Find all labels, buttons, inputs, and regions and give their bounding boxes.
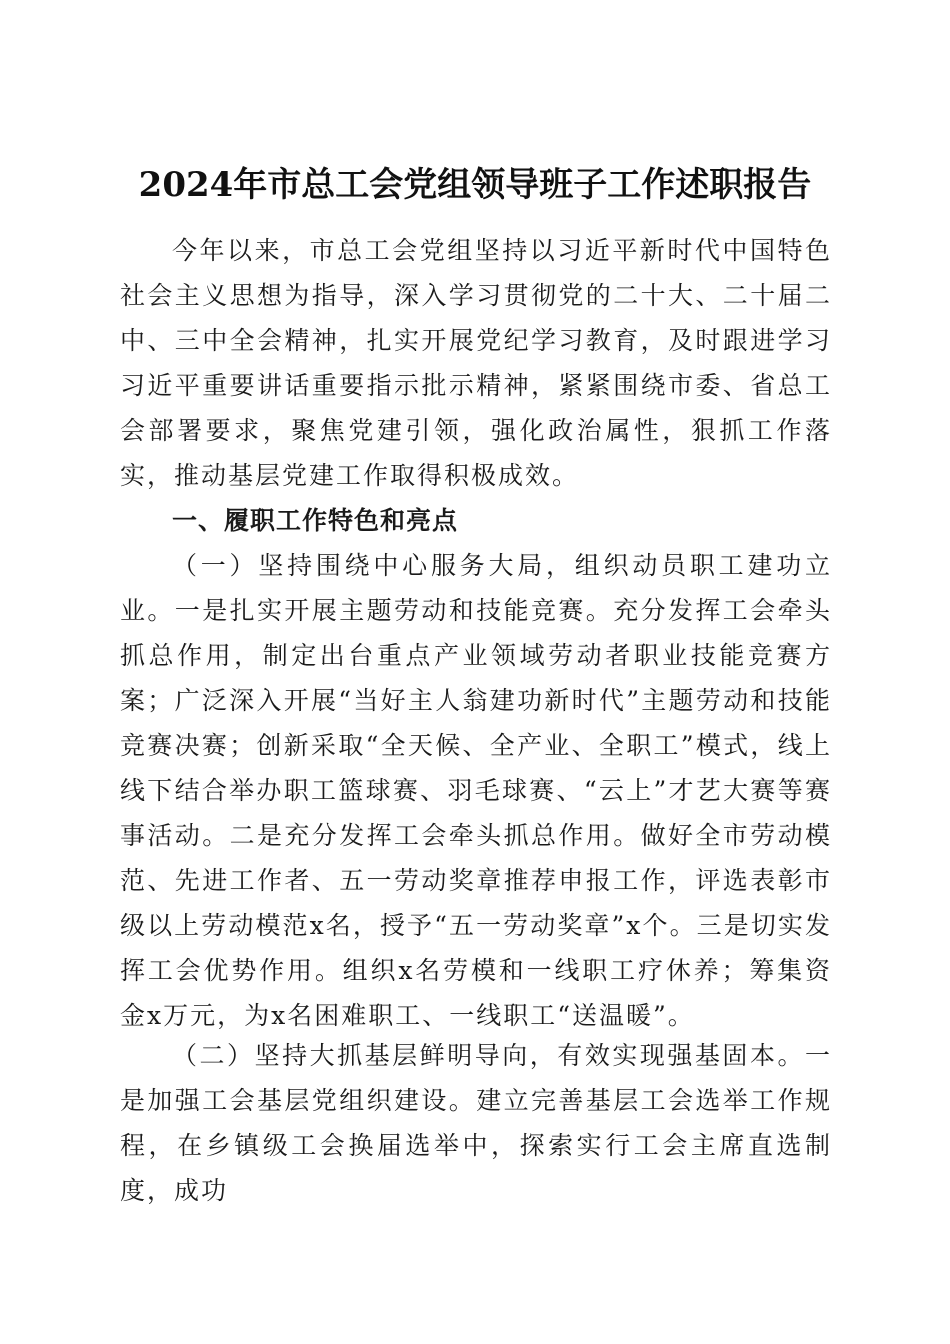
document-title: 2024年市总工会党组领导班子工作述职报告	[138, 164, 812, 205]
subsection-paragraph-2: （二）坚持大抓基层鲜明导向，有效实现强基固本。一是加强工会基层党组织建设。建立完善基层工会选举工作规程，在乡镇级工会换届选举中，探索实行工会主席直选制度，成功	[120, 1041, 832, 1205]
subsection-paragraph-1: （一）坚持围绕中心服务大局，组织动员职工建功立业。一是扎实开展主题劳动和技能竞赛。充分发挥工会牵头抓总作用，制定出台重点产业领域劳动者职业技能竞赛方案；广泛深入开展“当好主人翁建功新时代”主题劳动和技能竞赛决赛；创新采取“全天候、全产业、全职工”模式，线上线下结合举办职工篮球赛、羽毛球赛、“云上”才艺大赛等赛事活动。二是充分发挥工会牵头抓总作用。做好全市劳动模范、先进工作者、五一劳动奖章推荐申报工作，评选表彰市级以上劳动模范x名，授予“五一劳动奖章”x个。三是切实发挥工会优势作用。组织x名劳模和一线职工疗休养；筹集资金x万元，为x名困难职工、一线职工“送温暖”。	[120, 551, 832, 1030]
section-heading-1: 一、履职工作特色和亮点	[172, 506, 459, 535]
intro-paragraph: 今年以来，市总工会党组坚持以习近平新时代中国特色社会主义思想为指导，深入学习贯彻党的二十大、二十届二中、三中全会精神，扎实开展党纪学习教育，及时跟进学习习近平重要讲话重要指示批示精神，紧紧围绕市委、省总工会部署要求，聚焦党建引领，强化政治属性，狠抓工作落实，推动基层党建工作取得积极成效。	[120, 236, 832, 490]
